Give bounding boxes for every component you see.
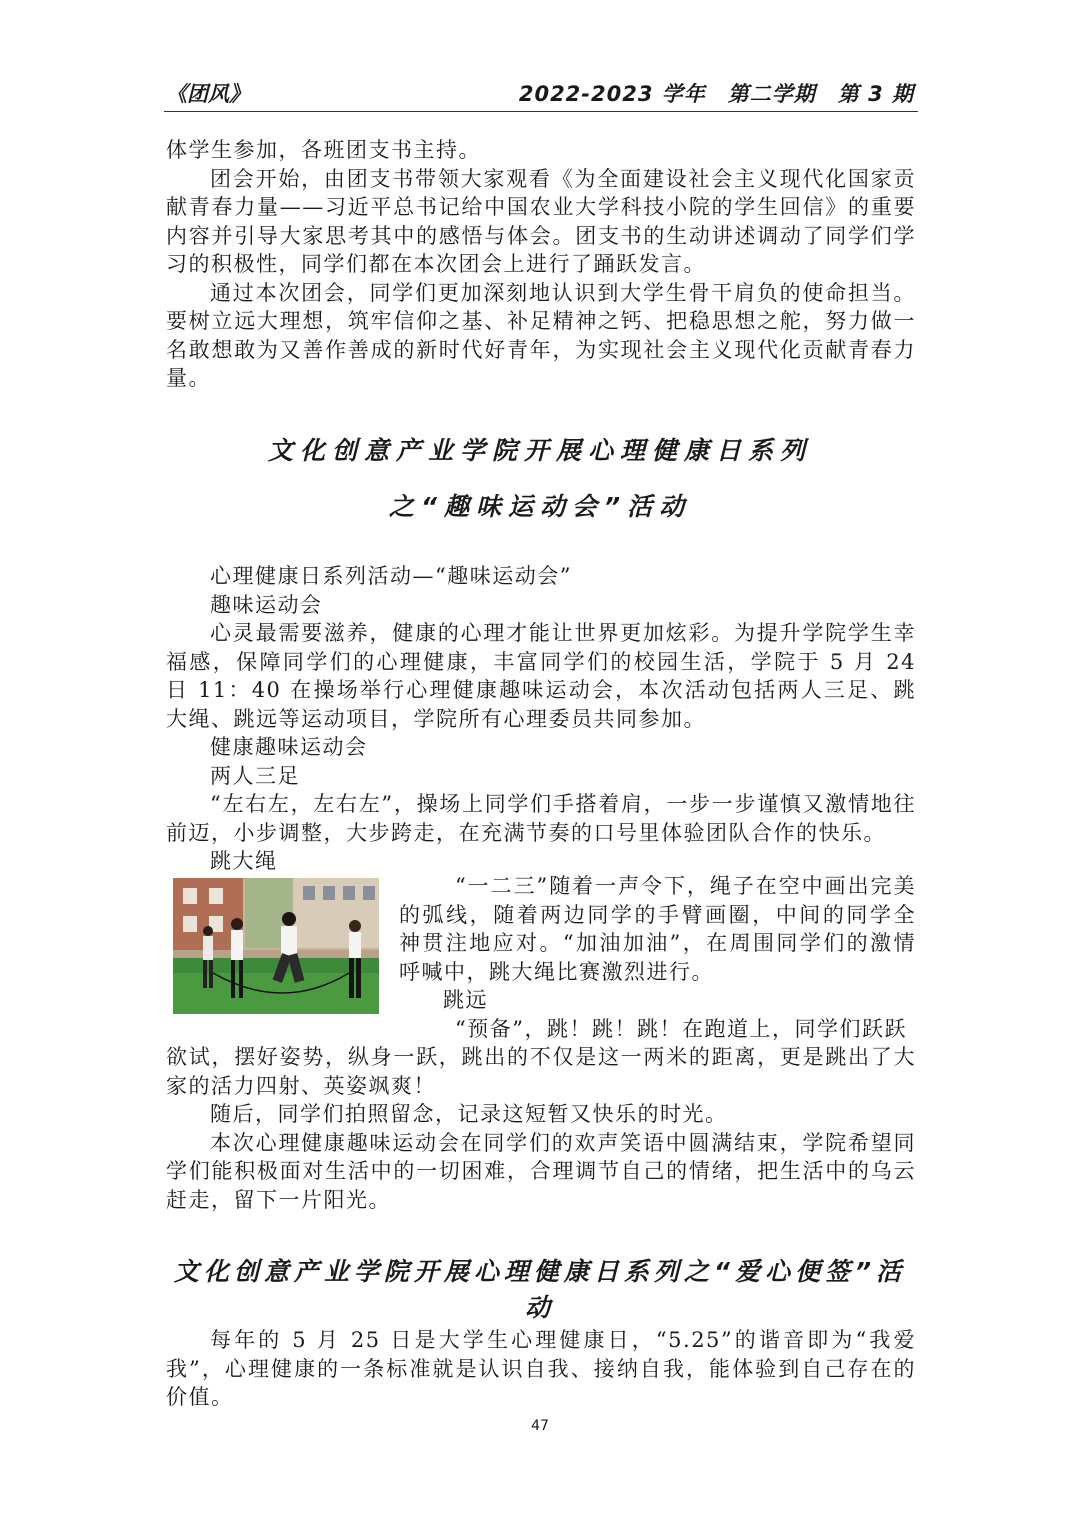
article1-paragraph-3: “一二三”随着一声令下，绳子在空中画出完美的弧线，随着两边同学的手臂画圈，中间的同学全神贯注地应对。“加油加油”，在周围同学们的激情呼喊中，跳大绳比赛激烈进行。 [399,874,916,984]
issue-info: 2022-2023 学年 第二学期 第 3 期 [518,82,914,106]
article1-paragraph-2: “左右左，左右左”，操场上同学们手搭着肩，一步一步谨慎又激情地往前迈，小步调整，大步跨走，在充满节奏的口号里体验团队合作的快乐。 [166,792,916,845]
intro-paragraph-3: 通过本次团会，同学们更加深刻地认识到大学生骨干肩负的使命担当。要树立远大理想，筑牢信仰之基、补足精神之钙、把稳思想之舵，努力做一名敢想敢为又善作善成的新时代好青年，为实现社会主义现代化贡献青春力量。 [166,280,916,390]
article1-paragraph-1: 心灵最需要滋养，健康的心理才能让世界更加炫彩。为提升学院学生幸福感，保障同学们的心理健康，丰富同学们的校园生活，学院于 5 月 24 日 11：40 在操场举行心理健康趣味运动会，本次活动包括两人三足、跳大绳、跳远等运动项目，学院所有心理委员共同参加。 [166,621,916,731]
page-number: 47 [531,1418,549,1434]
article1-wrapped-text [399,872,916,1043]
article1-body [166,562,916,876]
intro-paragraph-2: 团会开始，由团支书带领大家观看《为全面建设社会主义现代化国家贡献青春力量——习近平总书记给中国农业大学科技小院的学生回信》的重要内容并引导大家思考其中的感悟与体会。团支书的生动讲述调动了同学们学习的积极性，同学们都在本次团会上进行了踊跃发言。 [166,166,916,276]
article2-paragraph-1: 每年的 5 月 25 日是大学生心理健康日，“5.25”的谐音即为“我爱我”，心理健康的一条标准就是认识自我、接纳自我，能体验到自己存在的价值。 [166,1328,916,1409]
article1-title-line1: 文化创意产业学院开展心理健康日系列 [267,436,812,465]
article1-subtitle-5: 跳大绳 [210,849,278,873]
article1-subtitle-3: 健康趣味运动会 [210,735,368,759]
article1-title-line2: 之“趣味运动会”活动 [388,492,692,521]
article1-paragraph-4-rest: 欲试，摆好姿势，纵身一跃，跳出的不仅是这一两米的距离，更是跳出了大家的活力四射、英姿飒爽！ [166,1045,916,1098]
journal-name: 《团风》 [166,82,250,106]
header-rule [164,111,918,112]
article2-title: 文化创意产业学院开展心理健康日系列之“爱心便签”活动 [173,1257,907,1322]
article1-subtitle-4: 两人三足 [210,763,300,788]
article1-paragraph-5: 随后，同学们拍照留念，记录这短暂又快乐的时光。 [210,1102,728,1126]
article1-subtitle-2: 趣味运动会 [210,592,323,617]
article1-subtitle-1: 心理健康日系列活动—“趣味运动会” [210,564,572,588]
article1-subtitle-6: 跳远 [443,988,488,1012]
article2-body [166,1326,916,1412]
article1-paragraph-4-start: “预备”，跳！跳！跳！在跑道上，同学们跃跃 [455,1016,907,1041]
article1-paragraph-6: 本次心理健康趣味运动会在同学们的欢声笑语中圆满结束，学院希望同学们能积极面对生活中的一切困难，合理调节自己的情绪，把生活中的乌云赶走，留下一片阳光。 [166,1130,916,1212]
article1-body-continued [166,1043,916,1214]
rope-jumping-photo [173,878,379,1014]
intro-section [166,136,916,393]
intro-paragraph-1: 体学生参加，各班团支书主持。 [166,138,481,162]
